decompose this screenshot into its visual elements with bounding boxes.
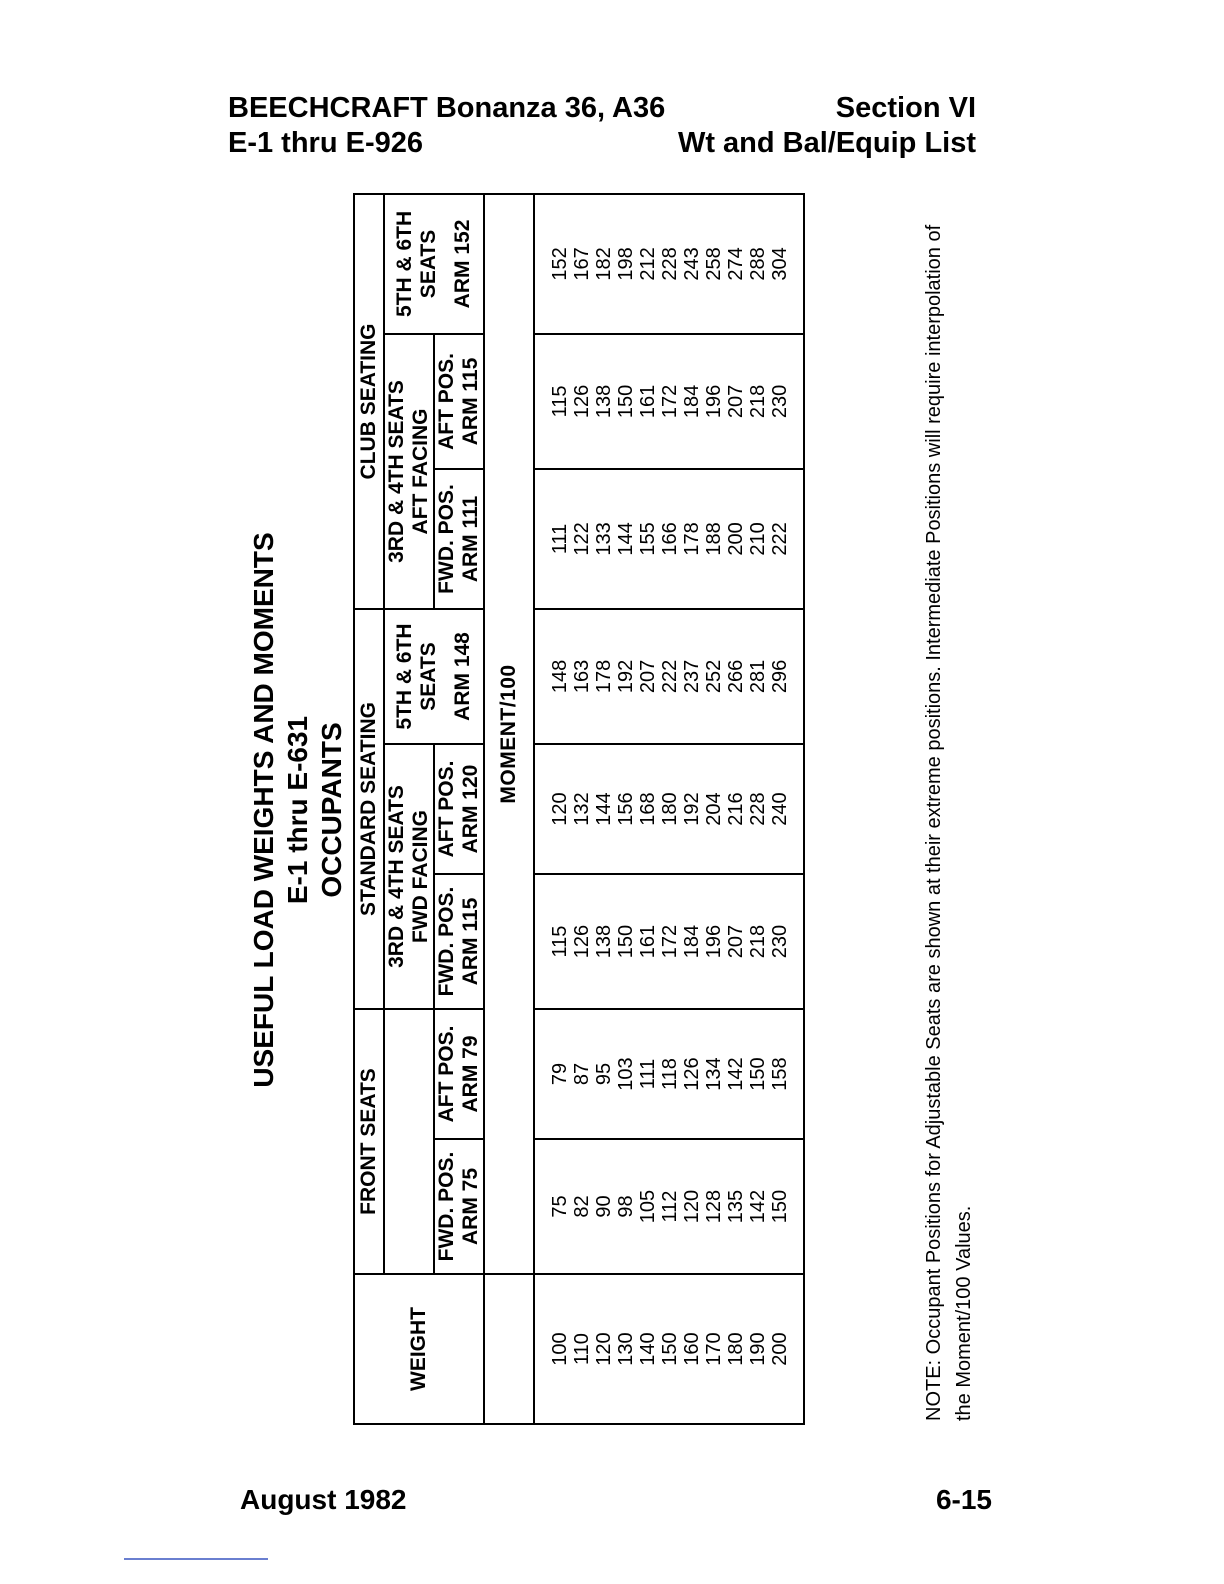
table-cell: 138 — [593, 384, 615, 419]
standard-aft-arm: ARM 120 — [459, 764, 482, 854]
front-aft-moments — [534, 1009, 804, 1139]
table-cell: 130 — [615, 1332, 637, 1366]
standard-fwd-header — [434, 874, 484, 1009]
table-cell: 133 — [593, 522, 615, 556]
table-cell: 178 — [681, 522, 703, 556]
table-cell: 120 — [549, 792, 571, 826]
table-cell: 196 — [703, 924, 725, 959]
table-cell: 172 — [659, 384, 681, 419]
table-cell: 180 — [659, 792, 681, 826]
table-cell: 184 — [681, 384, 703, 419]
table-cell: 222 — [659, 659, 681, 694]
standard-seats34-header — [384, 744, 434, 1009]
club-fwd-moments — [534, 469, 804, 609]
table-cell: 111 — [549, 523, 571, 555]
table-cell: 167 — [571, 247, 593, 281]
table-cell: 95 — [593, 1062, 615, 1086]
table-cell: 112 — [659, 1190, 681, 1223]
table-cell: 122 — [571, 522, 593, 556]
weight-header: WEIGHT — [354, 1274, 484, 1424]
table-cell: 281 — [747, 659, 769, 694]
useful-load-table — [353, 193, 805, 1425]
table-cell: 144 — [593, 792, 615, 826]
standard-seats56-line2: SEATS — [417, 642, 440, 711]
table-cell: 87 — [571, 1062, 593, 1086]
moment-header: MOMENT/100 — [484, 194, 534, 1274]
table-cell: 237 — [681, 659, 703, 694]
table-category: OCCUPANTS — [316, 722, 347, 898]
table-cell: 274 — [725, 247, 747, 281]
table-cell: 79 — [549, 1062, 571, 1086]
standard-aft-pos: AFT POS. — [435, 760, 458, 858]
standard-seats34-line1: 3RD & 4TH SEATS — [385, 785, 408, 968]
table-cell: 258 — [703, 247, 725, 281]
table-cell: 196 — [703, 384, 725, 419]
table-cell: 126 — [681, 1057, 703, 1091]
club-fwd-pos: FWD. POS. — [435, 484, 458, 594]
table-cell: 218 — [747, 924, 769, 959]
standard-seating-header: STANDARD SEATING — [354, 609, 384, 1009]
table-cell: 192 — [615, 659, 637, 694]
table-cell: 135 — [725, 1189, 747, 1224]
club-aft-arm: ARM 115 — [459, 357, 482, 446]
standard-fwd-pos: FWD. POS. — [435, 886, 458, 997]
rotated-table-block — [243, 195, 983, 1425]
front-fwd-pos: FWD. POS. — [435, 1151, 458, 1262]
standard-seats56-arm: ARM 148 — [451, 632, 474, 721]
table-cell: 110 — [571, 1333, 593, 1365]
table-cell: 252 — [703, 659, 725, 694]
table-cell: 240 — [769, 792, 791, 826]
table-cell: 166 — [659, 522, 681, 556]
header-model: BEECHCRAFT Bonanza 36, A36 — [228, 92, 666, 124]
weights-column — [534, 1274, 804, 1424]
table-cell: 90 — [593, 1195, 615, 1218]
table-cell: 160 — [681, 1332, 703, 1366]
club-seating-header: CLUB SEATING — [354, 194, 384, 609]
table-cell: 161 — [637, 384, 659, 419]
table-cell: 144 — [615, 522, 637, 556]
club-seats34-line2: AFT FACING — [409, 408, 432, 535]
table-cell: 150 — [659, 1332, 681, 1366]
table-cell: 228 — [659, 247, 681, 281]
table-cell: 115 — [549, 925, 571, 958]
table-cell: 212 — [637, 247, 659, 281]
standard-aft-moments — [534, 744, 804, 874]
table-cell: 156 — [615, 792, 637, 826]
table-cell: 218 — [747, 384, 769, 419]
table-cell: 152 — [549, 247, 571, 281]
table-cell: 200 — [769, 1332, 791, 1366]
table-cell: 115 — [549, 385, 571, 418]
header-section: Section VI — [835, 92, 976, 124]
club-seats56-arm: ARM 152 — [451, 219, 474, 309]
table-cell: 120 — [593, 1332, 615, 1366]
standard-fwd-arm: ARM 115 — [459, 897, 482, 986]
club-seats56-line2: SEATS — [417, 229, 440, 299]
table-cell: 82 — [571, 1195, 593, 1218]
club-seats56-moments — [534, 194, 804, 334]
table-cell: 204 — [703, 792, 725, 826]
table-cell: 150 — [615, 384, 637, 419]
table-cell: 182 — [593, 247, 615, 281]
table-cell: 134 — [703, 1057, 725, 1091]
table-cell: 207 — [725, 924, 747, 959]
table-cell: 163 — [571, 659, 593, 694]
standard-seats56-header — [384, 609, 484, 744]
table-cell: 304 — [769, 247, 791, 281]
table-cell: 188 — [703, 522, 725, 556]
table-cell: 170 — [703, 1332, 725, 1366]
table-cell: 207 — [637, 659, 659, 694]
standard-seats56-moments — [534, 609, 804, 744]
table-cell: 142 — [747, 1189, 769, 1224]
moment-spacer — [484, 1274, 534, 1424]
front-fwd-arm: ARM 75 — [459, 1167, 482, 1246]
table-cell: 296 — [769, 659, 791, 694]
table-cell: 105 — [637, 1189, 659, 1224]
front-aft-pos: AFT POS. — [435, 1025, 458, 1123]
table-cell: 128 — [703, 1189, 725, 1224]
standard-seats34-line2: FWD FACING — [409, 810, 432, 943]
table-cell: 150 — [747, 1057, 769, 1091]
table-cell: 180 — [725, 1332, 747, 1366]
footnote: NOTE: Occupant Positions for Adjustable Seats are shown at their extreme positions. Intermediate Positions will require interpolation of the Moment/100 Values. — [923, 224, 975, 1421]
table-cell: 222 — [769, 522, 791, 556]
table-cell: 266 — [725, 659, 747, 694]
table-cell: 228 — [747, 792, 769, 826]
standard-fwd-moments — [534, 874, 804, 1009]
club-fwd-arm: ARM 111 — [459, 495, 482, 583]
table-cell: 138 — [593, 924, 615, 959]
header-serials: E-1 thru E-926 — [228, 127, 423, 159]
front-seats-header: FRONT SEATS — [354, 1009, 384, 1274]
club-aft-moments — [534, 334, 804, 469]
table-cell: 120 — [681, 1189, 703, 1224]
front-aft-header — [434, 1009, 484, 1139]
table-cell: 155 — [637, 522, 659, 556]
club-seats56-line1: 5TH & 6TH — [393, 210, 416, 318]
table-cell: 150 — [769, 1189, 791, 1224]
table-cell: 178 — [593, 659, 615, 694]
club-seats34-line1: 3RD & 4TH SEATS — [385, 380, 408, 563]
table-cell: 192 — [681, 792, 703, 826]
front-aft-arm: ARM 79 — [459, 1035, 482, 1113]
table-cell: 148 — [549, 659, 571, 694]
club-seats56-header — [384, 194, 484, 334]
table-cell: 184 — [681, 924, 703, 959]
front-fwd-moments — [534, 1139, 804, 1274]
standard-aft-header — [434, 744, 484, 874]
table-cell: 230 — [769, 384, 791, 419]
table-cell: 150 — [615, 924, 637, 959]
scan-edge-line — [124, 1558, 268, 1560]
table-cell: 216 — [725, 792, 747, 826]
front-fwd-header — [434, 1139, 484, 1274]
club-seats34-header — [384, 334, 434, 609]
club-aft-pos: AFT POS. — [435, 353, 458, 450]
table-cell: 190 — [747, 1332, 769, 1366]
club-aft-header — [434, 334, 484, 469]
header-section-title: Wt and Bal/Equip List — [677, 127, 976, 159]
table-cell: 172 — [659, 924, 681, 959]
standard-seats56-line1: 5TH & 6TH — [393, 623, 416, 730]
table-cell: 118 — [659, 1058, 681, 1090]
table-cell: 210 — [747, 522, 769, 556]
table-cell: 75 — [549, 1195, 571, 1218]
table-cell: 158 — [769, 1057, 791, 1091]
table-cell: 132 — [571, 792, 593, 826]
table-cell: 198 — [615, 247, 637, 281]
table-cell: 288 — [747, 247, 769, 281]
table-cell: 168 — [637, 792, 659, 826]
table-cell: 243 — [681, 247, 703, 281]
table-cell: 142 — [725, 1057, 747, 1091]
table-cell: 98 — [615, 1195, 637, 1218]
club-fwd-header — [434, 469, 484, 609]
table-cell: 140 — [637, 1332, 659, 1366]
footer-date: August 1982 — [240, 1484, 407, 1515]
table-cell: 111 — [637, 1058, 659, 1090]
table-cell: 207 — [725, 384, 747, 419]
table-cell: 230 — [769, 924, 791, 959]
front-seats-spacer — [384, 1009, 434, 1274]
table-cell: 100 — [549, 1332, 571, 1366]
table-cell: 161 — [637, 924, 659, 959]
page-number: 6-15 — [935, 1484, 992, 1515]
table-title: USEFUL LOAD WEIGHTS AND MOMENTS — [248, 532, 279, 1088]
table-cell: 126 — [571, 924, 593, 959]
table-subtitle: E-1 thru E-631 — [282, 715, 313, 905]
table-cell: 103 — [615, 1057, 637, 1091]
table-cell: 126 — [571, 384, 593, 419]
table-cell: 200 — [725, 522, 747, 556]
